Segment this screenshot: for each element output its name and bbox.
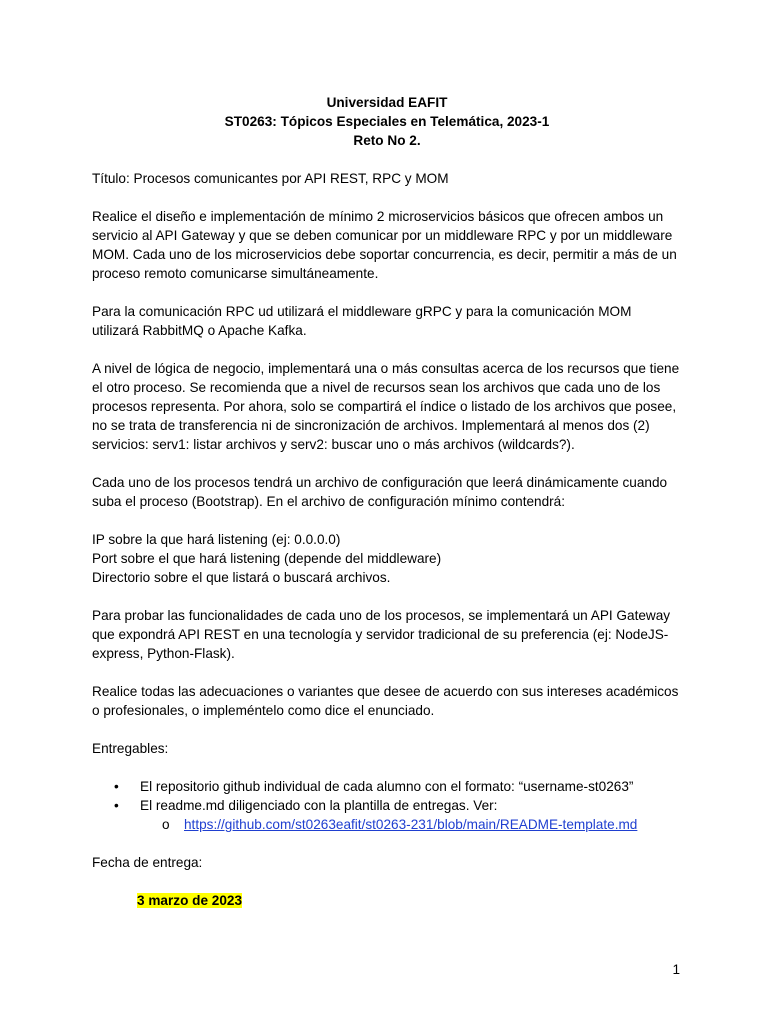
bullet-icon: • <box>114 779 119 794</box>
deliverables-list <box>92 777 682 834</box>
challenge-number: Reto No 2. <box>353 133 421 148</box>
paragraph-design: Realice el diseño e implementación de mínimo 2 microservicios básicos que ofrecen ambos un servicio al API Gateway y que se deben comunicar por un middleware RPC y por un middleware MOM. Cada uno de los microservicios debe soportar concurrencia, es decir, permitir a más de un proceso remoto comunicarse simultáneamente. <box>92 209 677 281</box>
list-item <box>114 777 682 796</box>
sub-bullet-icon: o <box>162 817 170 832</box>
due-date: 3 marzo de 2023 <box>137 893 243 908</box>
paragraph-business-logic: A nivel de lógica de negocio, implementará una o más consultas acerca de los recursos que tiene el otro proceso. Se recomienda que a nivel de recursos sean los archivos que cada uno de los procesos representa. Por ahora, solo se compartirá el índice o listado de los archivos que posee, no se trata de transferencia ni de sincronización de archivos. Implementará al menos dos (2) servicios: serv1: listar archivos y serv2: buscar uno o más archivos (wildcards?). <box>92 361 680 452</box>
document-page <box>92 93 682 910</box>
paragraph-api-gateway: Para probar las funcionalidades de cada uno de los procesos, se implementará un API Gateway que expondrá API REST en una tecnología y servidor tradicional de su preferencia (ej: NodeJS-express, Python-Flask). <box>92 608 671 661</box>
deliverables-label: Entregables: <box>92 741 169 756</box>
deliverable-readme: El readme.md diligenciado con la plantilla de entregas. Ver: <box>140 798 498 813</box>
paragraph-rpc-mom: Para la comunicación RPC ud utilizará el middleware gRPC y para la comunicación MOM utilizará RabbitMQ o Apache Kafka. <box>92 304 632 338</box>
deliverable-repo: El repositorio github individual de cada alumno con el formato: “username-st0263” <box>140 779 634 794</box>
config-port: Port sobre el que hará listening (depende del middleware) <box>92 551 442 566</box>
readme-template-link[interactable]: https://github.com/st0263eafit/st0263-231/blob/main/README-template.md <box>184 817 638 832</box>
readme-sublist <box>140 815 682 834</box>
course-title: ST0263: Tópicos Especiales en Telemática, 2023-1 <box>224 114 550 129</box>
page-number: 1 <box>672 962 680 977</box>
title-line: Título: Procesos comunicantes por API REST, RPC y MOM <box>92 171 449 186</box>
document-header <box>92 93 682 150</box>
paragraph-config: Cada uno de los procesos tendrá un archivo de configuración que leerá dinámicamente cuando suba el proceso (Bootstrap). En el archivo de configuración mínimo contendrá: <box>92 475 668 509</box>
bullet-icon: • <box>114 798 119 813</box>
university-name: Universidad EAFIT <box>326 95 448 110</box>
list-item <box>114 796 682 834</box>
config-ip: IP sobre la que hará listening (ej: 0.0.0.0) <box>92 532 341 547</box>
paragraph-adaptations: Realice todas las adecuaciones o variantes que desee de acuerdo con sus intereses académicos o profesionales, o impleméntelo como dice el enunciado. <box>92 684 679 718</box>
config-directory: Directorio sobre el que listará o buscará archivos. <box>92 570 391 585</box>
due-date-wrapper <box>137 891 682 910</box>
list-item <box>162 815 682 834</box>
due-date-label: Fecha de entrega: <box>92 855 203 870</box>
